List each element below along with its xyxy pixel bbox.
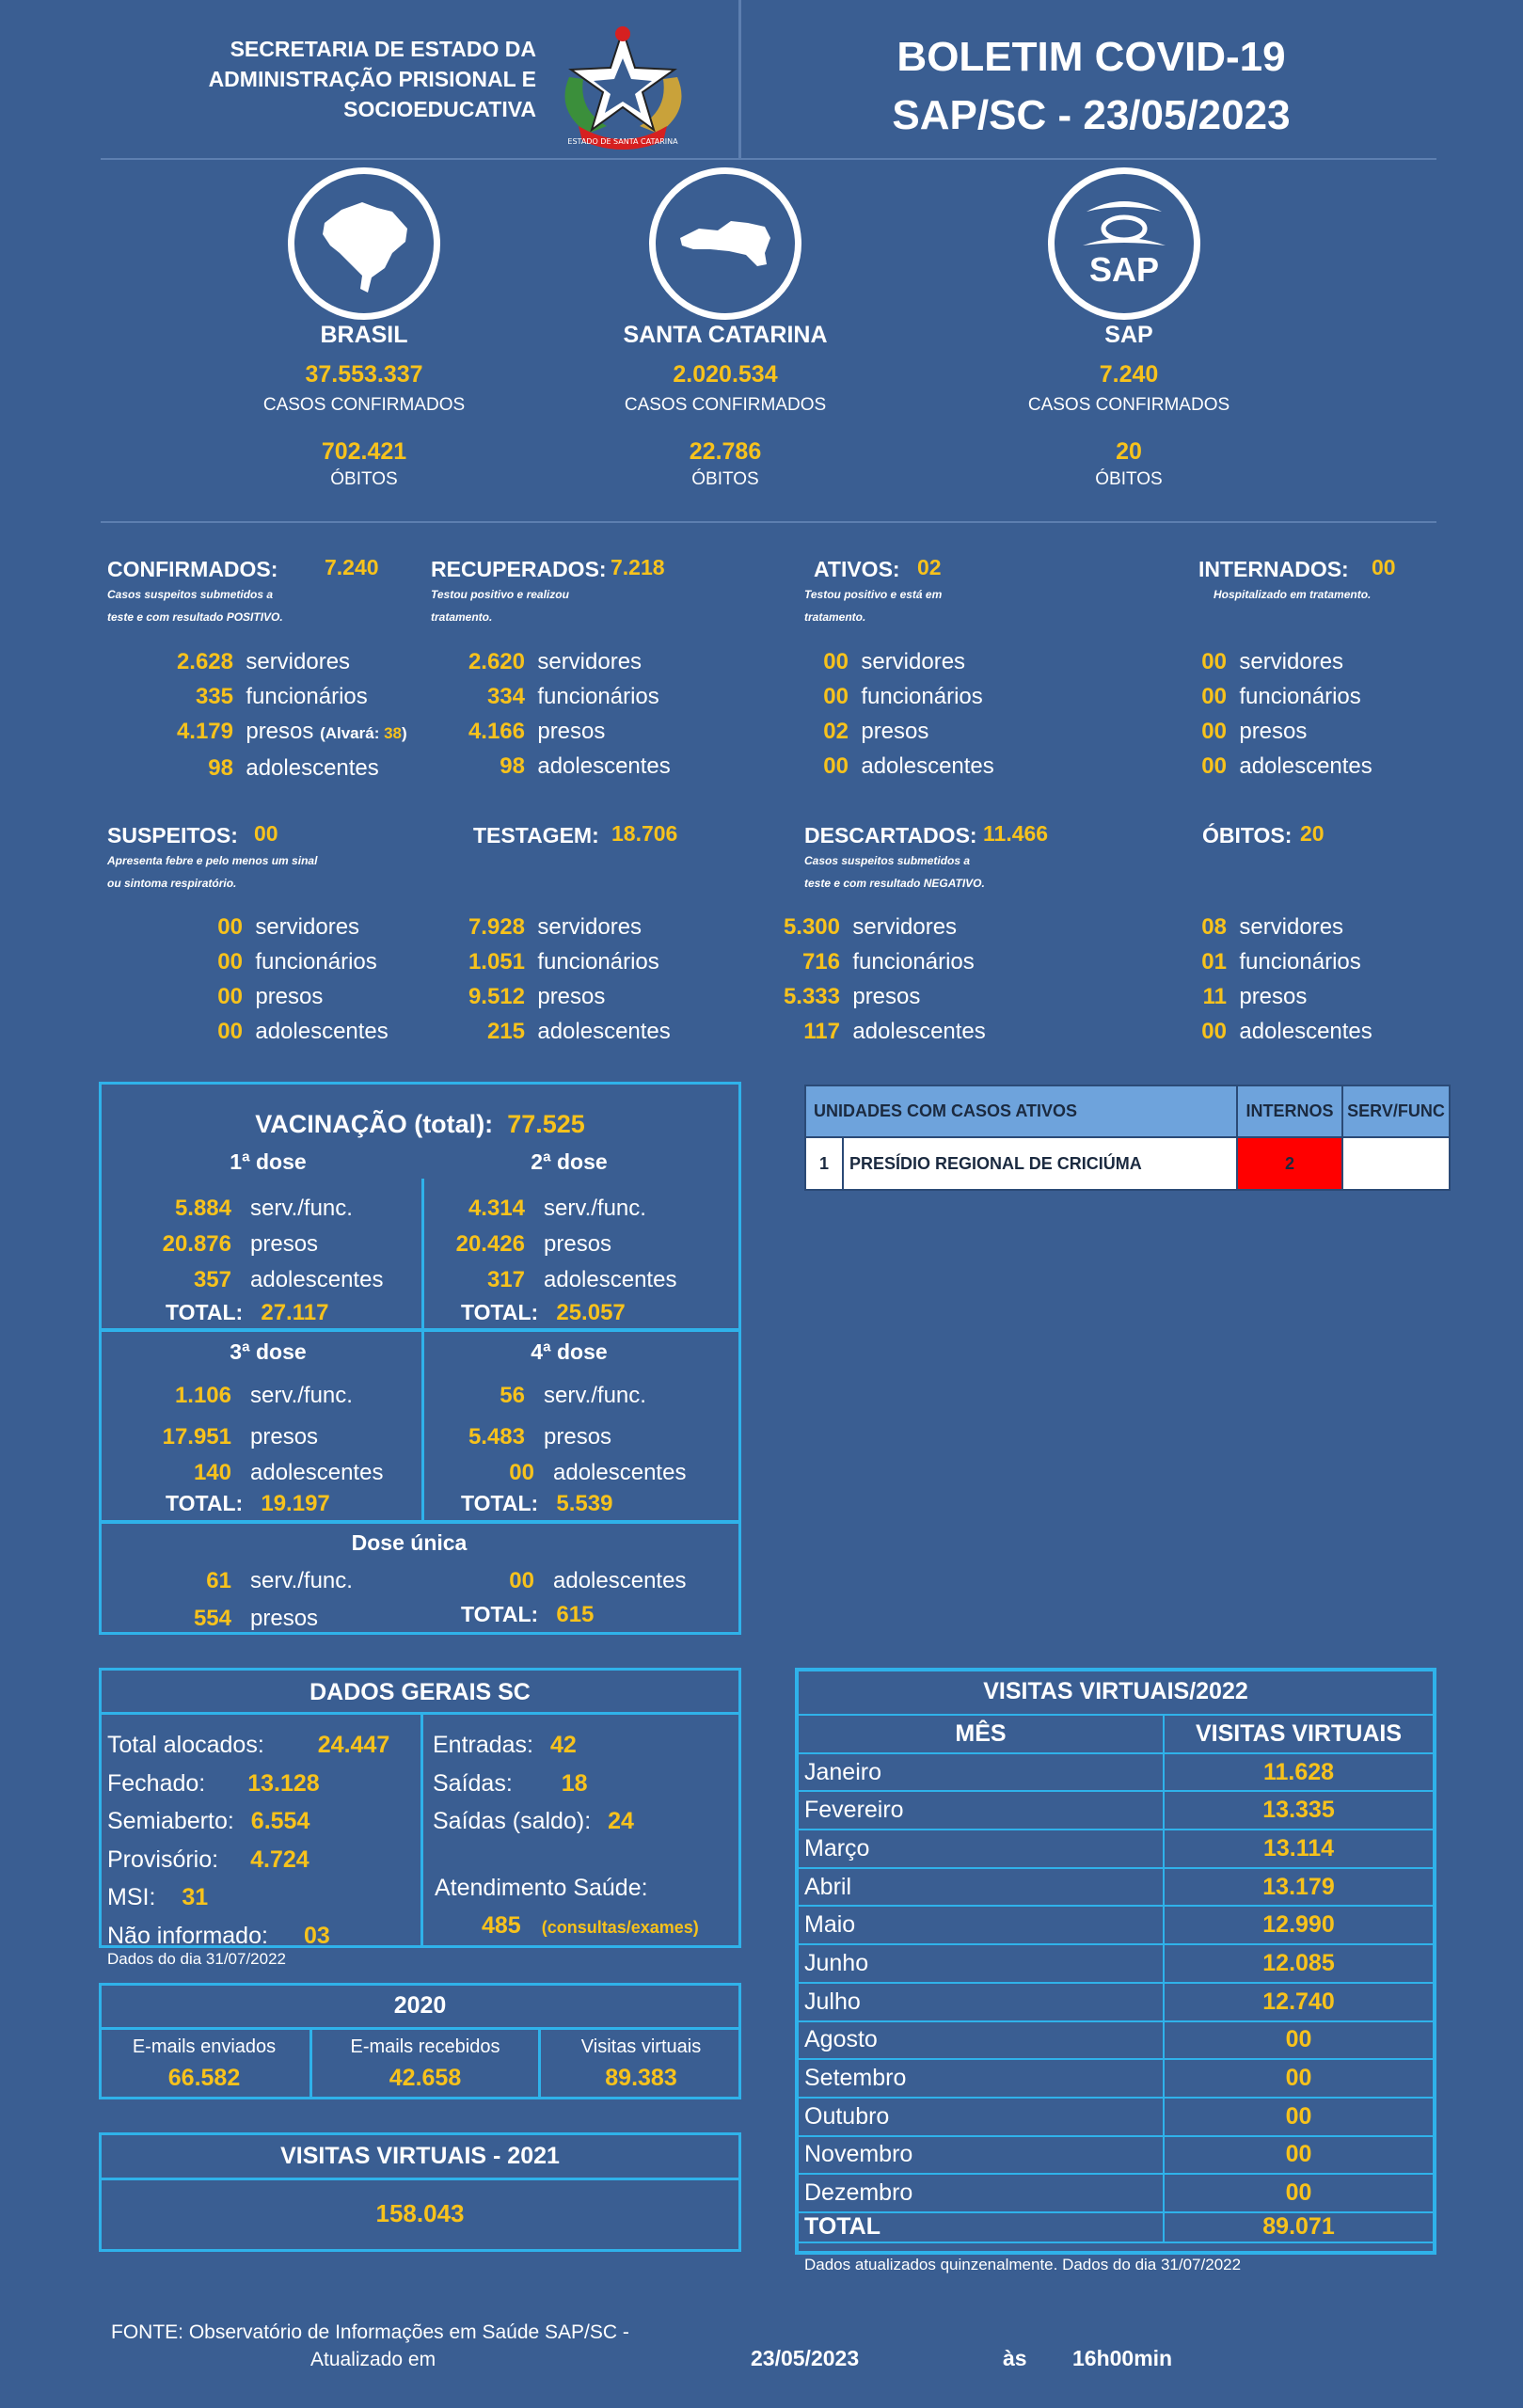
table-row: Janeiro 11.628 (798, 1753, 1434, 1792)
vaccination-divider (99, 1328, 741, 1332)
region-name-santa-catarina: SANTA CATARINA (623, 322, 828, 348)
virtual-visits-footnote: Dados atualizados quinzenalmente. Dados do dia 31/07/2022 (804, 2256, 1242, 2273)
region-cases-sap: 7.240 (1099, 361, 1159, 388)
section-divider (101, 521, 1436, 523)
table-header-row (805, 1085, 1450, 1137)
testagem-title: TESTAGEM: (473, 823, 599, 848)
testagem-breakdown: 7.928 servidores 1.051 funcionários 9.512 presos 215 adolescentes (468, 914, 671, 1044)
recuperados-title: RECUPERADOS: (431, 557, 607, 581)
header-rule (101, 158, 1436, 160)
alvara-note: (Alvará: 38) (320, 724, 407, 742)
virtual-visits-2022-title: VISITAS VIRTUAIS/2022 (983, 1678, 1248, 1704)
footer-source: FONTE: Observatório de Informações em Saúde SAP/SC - (111, 2321, 629, 2343)
confirmados-breakdown: 2.628 servidores 335 funcionários 4.179 presos (Alvará: 38) 98 adolescentes (176, 649, 407, 781)
dose4-breakdown: 5.483 presos 00 adolescentes (468, 1424, 687, 1485)
general-data-footnote: Dados do dia 31/07/2022 (107, 1950, 286, 1968)
footer-updated-label: Atualizado em (310, 2349, 436, 2370)
region-cases-label-sap: CASOS CONFIRMADOS (1027, 395, 1230, 415)
vaccination-divider (421, 1179, 424, 1329)
dose4-total: TOTAL: 5.539 (461, 1491, 613, 1516)
footer-at: às (1003, 2346, 1027, 2370)
obitos-title: ÓBITOS: (1202, 823, 1293, 848)
panel-divider (99, 2178, 741, 2180)
single-dose-title: Dose única (351, 1530, 468, 1555)
table-row: Junho 12.085 (798, 1944, 1434, 1983)
single-dose-total: TOTAL: 615 (461, 1602, 595, 1627)
suspeitos-total: 00 (254, 821, 278, 846)
virtual-visits-2020-label: Visitas virtuais (580, 2036, 702, 2057)
general-data-right: Entradas: 42 Saídas: 18 Saídas (saldo): 24 (433, 1732, 634, 1834)
descartados-breakdown: 5.300 servidores 716 funcionários 5.333 presos 117 adolescentes (783, 914, 986, 1044)
table-row: Novembro 00 (798, 2136, 1434, 2175)
footer-date: 23/05/2023 (751, 2346, 860, 2370)
unit-internos: 2 (1237, 1137, 1342, 1190)
dose3-total: TOTAL: 19.197 (166, 1491, 330, 1516)
month-header: MÊS (798, 1715, 1164, 1753)
emails-sent-value: 66.582 (167, 2065, 241, 2091)
dose3-breakdown: 1.106 serv./func. (174, 1383, 353, 1408)
confirmados-total: 7.240 (325, 555, 379, 579)
single-dose-breakdown: 61 serv./func. 554 presos (193, 1568, 353, 1631)
year-2020-title: 2020 (393, 1992, 447, 2019)
internados-title: INTERNADOS: (1198, 557, 1349, 581)
dose1-total: TOTAL: 27.117 (166, 1300, 329, 1325)
health-care-label: Atendimento Saúde: (435, 1875, 648, 1901)
table-row: Agosto 00 (798, 2021, 1434, 2060)
unit-index: 1 (805, 1137, 843, 1190)
region-deaths-label-brasil: ÓBITOS (330, 469, 398, 489)
vaccination-title: VACINAÇÃO (total): 77.525 (255, 1110, 585, 1138)
health-care-value: 485 (consultas/exames) (482, 1912, 699, 1939)
table-header-row (798, 1715, 1434, 1753)
santa-catarina-map-icon (649, 167, 801, 320)
recuperados-breakdown: 2.620 servidores 334 funcionários 4.166 presos 98 adolescentes (468, 649, 671, 779)
active-units-table (804, 1085, 1451, 1191)
region-deaths-brasil: 702.421 (321, 438, 407, 465)
table-row (805, 1137, 1450, 1190)
internos-header: INTERNOS (1237, 1085, 1342, 1137)
confirmados-note: Casos suspeitos submetidos a teste e com resultado POSITIVO. (107, 588, 283, 624)
single-dose-breakdown: 00 adolescentes (509, 1568, 687, 1593)
region-name-brasil: BRASIL (320, 322, 408, 348)
region-cases-santa-catarina: 2.020.534 (673, 361, 778, 388)
year-2021-total: 158.043 (375, 2199, 465, 2227)
region-cases-label-santa-catarina: CASOS CONFIRMADOS (624, 395, 827, 415)
descartados-title: DESCARTADOS: (804, 823, 977, 848)
internados-breakdown: 00 servidores 00 funcionários 00 presos 00 adolescentes (1201, 649, 1372, 779)
state-seal-icon (550, 21, 696, 152)
dose3-title: 3ª dose (230, 1339, 307, 1364)
general-data-title: DADOS GERAIS SC (309, 1679, 531, 1705)
descartados-note: Casos suspeitos submetidos a teste e com resultado NEGATIVO. (804, 854, 985, 890)
brazil-map-icon (288, 167, 440, 320)
region-name-sap: SAP (1104, 322, 1153, 348)
vaccination-divider (99, 1520, 741, 1524)
year-2021-title: VISITAS VIRTUAIS - 2021 (280, 2143, 560, 2169)
sap-logo-text: SAP (1088, 250, 1160, 289)
table-row: Maio 12.990 (798, 1906, 1434, 1944)
recuperados-note: Testou positivo e realizou tratamento. (431, 588, 569, 624)
unit-serv-func (1342, 1137, 1450, 1190)
region-cases-brasil: 37.553.337 (305, 361, 423, 388)
ativos-title: ATIVOS: (814, 557, 900, 581)
dose1-breakdown: 5.884 serv./func. 20.876 presos 357 adolescentes (162, 1196, 384, 1292)
unit-name: PRESÍDIO REGIONAL DE CRICIÚMA (843, 1137, 1237, 1190)
header-divider (738, 0, 741, 158)
dose3-breakdown: 17.951 presos 140 adolescentes (162, 1424, 384, 1485)
table-row: Julho 12.740 (798, 1983, 1434, 2021)
emails-received-value: 42.658 (389, 2065, 462, 2091)
dose2-breakdown: 4.314 serv./func. 20.426 presos 317 adolescentes (455, 1196, 677, 1292)
organization-name: SECRETARIA DE ESTADO DA ADMINISTRAÇÃO PRISIONAL E SOCIOEDUCATIVA (208, 37, 536, 121)
suspeitos-note: Apresenta febre e pelo menos um sinal ou sintoma respiratório. (107, 854, 318, 890)
region-deaths-label-sap: ÓBITOS (1095, 469, 1163, 489)
panel-divider (420, 1715, 423, 1948)
dose4-breakdown: 56 serv./func. (500, 1383, 646, 1408)
ativos-total: 02 (917, 555, 942, 579)
sap-logo-icon (1048, 167, 1200, 320)
table-row: Setembro 00 (798, 2059, 1434, 2098)
region-deaths-sap: 20 (1116, 438, 1142, 465)
emails-sent-label: E-mails enviados (132, 2036, 277, 2057)
dose1-title: 1ª dose (230, 1149, 307, 1174)
virtual-visits-2020-value: 89.383 (605, 2065, 677, 2091)
region-cases-label-brasil: CASOS CONFIRMADOS (262, 395, 466, 415)
visits-header: VISITAS VIRTUAIS (1164, 1715, 1434, 1753)
emails-received-label: E-mails recebidos (350, 2036, 500, 2057)
dose2-title: 2ª dose (531, 1149, 608, 1174)
general-data-left: Total alocados: 24.447 Fechado: 13.128 Semiaberto: 6.554 Provisório: 4.724 MSI: 31 Não informado: 03 (107, 1732, 390, 1949)
descartados-total: 11.466 (983, 821, 1049, 846)
ativos-note: Testou positivo e está em tratamento. (804, 588, 943, 624)
recuperados-total: 7.218 (611, 555, 665, 579)
internados-total: 00 (1372, 555, 1396, 579)
region-deaths-label-santa-catarina: ÓBITOS (691, 469, 759, 489)
confirmados-title: CONFIRMADOS: (107, 557, 278, 581)
dose2-total: TOTAL: 25.057 (461, 1300, 626, 1325)
suspeitos-title: SUSPEITOS: (107, 823, 238, 848)
obitos-breakdown: 08 servidores 01 funcionários 11 presos 00 adolescentes (1201, 914, 1372, 1044)
units-header: UNIDADES COM CASOS ATIVOS (805, 1085, 1237, 1137)
bulletin-title: BOLETIM COVID-19 SAP/SC - 23/05/2023 (892, 34, 1291, 138)
footer-time: 16h00min (1072, 2346, 1173, 2370)
internados-note: Hospitalizado em tratamento. (1214, 588, 1372, 601)
seal-text: ESTADO DE SANTA CATARINA (567, 137, 678, 146)
region-deaths-santa-catarina: 22.786 (689, 438, 762, 465)
testagem-total: 18.706 (611, 821, 678, 846)
dose4-title: 4ª dose (531, 1339, 608, 1364)
ativos-breakdown: 00 servidores 00 funcionários 02 presos 00 adolescentes (823, 649, 994, 779)
table-row: Dezembro 00 (798, 2174, 1434, 2212)
panel-divider (99, 2027, 741, 2030)
table-row: Fevereiro 13.335 (798, 1791, 1434, 1830)
table-total-row: TOTAL 89.071 (798, 2212, 1434, 2242)
suspeitos-breakdown: 00 servidores 00 funcionários 00 presos 00 adolescentes (217, 914, 389, 1044)
virtual-visits-table (797, 1714, 1435, 2243)
table-row: Março 13.114 (798, 1830, 1434, 1868)
table-row: Outubro 00 (798, 2098, 1434, 2136)
obitos-total: 20 (1300, 821, 1325, 846)
table-row: Abril 13.179 (798, 1868, 1434, 1907)
serv-func-header: SERV/FUNC (1342, 1085, 1450, 1137)
